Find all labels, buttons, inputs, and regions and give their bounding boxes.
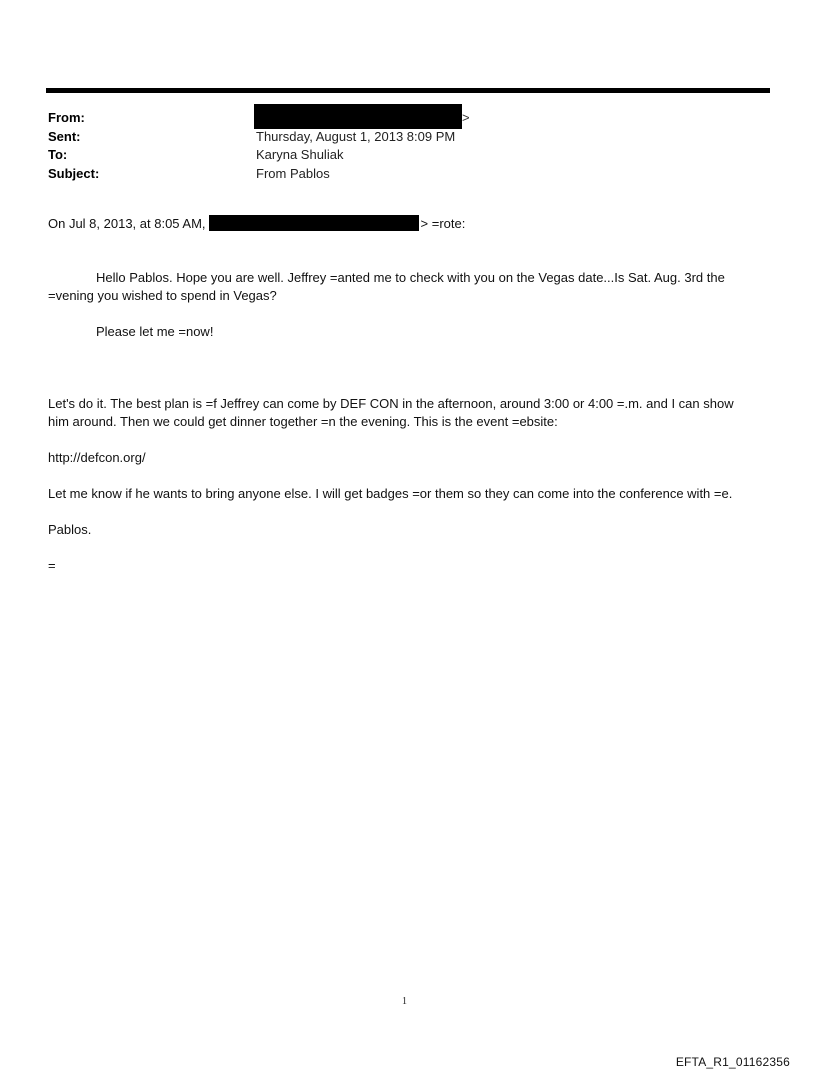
from-row	[48, 109, 768, 128]
signature: Pablos.	[48, 522, 92, 537]
quote-intro-after: > =rote:	[420, 216, 466, 231]
header-divider	[46, 88, 770, 93]
email-header	[48, 109, 768, 183]
reply-line1: Let's do it. The best plan is =f Jeffrey can come by DEF CON in the afternoon, around 3:00 or 4:00 =.m. and I can show	[48, 396, 734, 411]
quote-intro-before: On Jul 8, 2013, at 8:05 AM,	[48, 216, 206, 231]
quote-intro	[48, 215, 778, 233]
subject-label: Subject:	[48, 165, 100, 181]
quoted-para1-line1-row	[48, 269, 778, 287]
subject-row	[48, 165, 768, 184]
quoted-para2-text: Please let me =now!	[96, 324, 214, 339]
from-label: From:	[48, 110, 85, 125]
bates-number: EFTA_R1_01162356	[675, 1055, 790, 1069]
to-row	[48, 146, 768, 165]
subject-value: From Pablos	[256, 165, 330, 181]
quoted-paragraph-1	[48, 269, 778, 305]
badges-line: Let me know if he wants to bring anyone else. I will get badges =or them so they can come into the conference with =e.	[48, 486, 733, 501]
reply-line2: him around. Then we could get dinner together =n the evening. This is the event =ebsite:	[48, 414, 558, 429]
from-redaction	[254, 104, 462, 129]
sent-value: Thursday, August 1, 2013 8:09 PM	[256, 128, 456, 144]
page-number: 1	[402, 996, 407, 1007]
sent-label: Sent:	[48, 128, 81, 144]
event-url: http://defcon.org/	[48, 450, 146, 465]
to-label: To:	[48, 147, 68, 162]
quote-sender-redaction	[209, 215, 419, 231]
from-tail: >	[462, 110, 470, 125]
quoted-paragraph-2	[48, 323, 778, 341]
quoted-para1-line1: Hello Pablos. Hope you are well. Jeffrey =anted me to check with you on the Vegas date...Is Sat. Aug. 3rd the	[96, 270, 725, 285]
reply-paragraph	[48, 395, 778, 431]
trailing-equals: =	[48, 558, 56, 573]
to-value: Karyna Shuliak	[256, 147, 344, 162]
sent-row	[48, 128, 768, 147]
quoted-para1-line2: =vening you wished to spend in Vegas?	[48, 288, 277, 303]
